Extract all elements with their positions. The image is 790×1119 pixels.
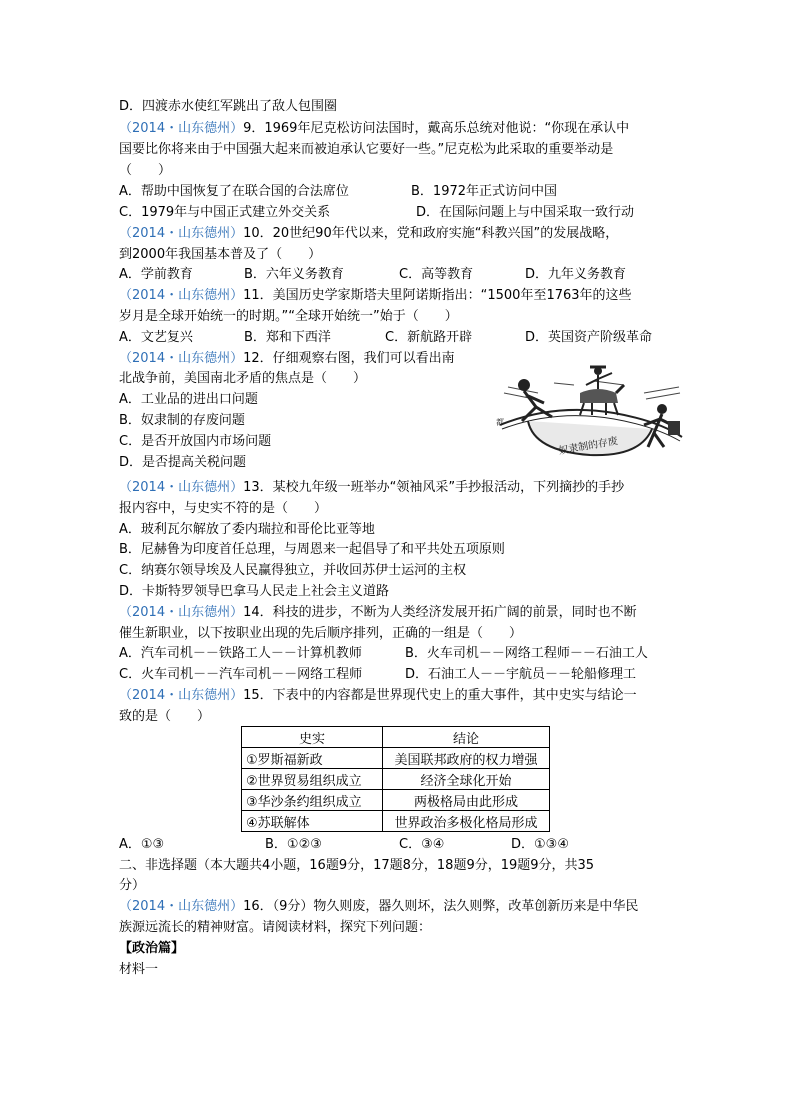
cartoon-caption: 奴隶制的存废 bbox=[557, 435, 619, 458]
table-cell-conclusion: 美国联邦政府的权力增强 bbox=[383, 748, 550, 769]
q11-line2: 岁月是全球开始统一的时期。”“全球开始统一”始于（ ） bbox=[119, 309, 458, 324]
q9-source: （2014・山东德州） bbox=[119, 121, 244, 136]
q9-line2: 国要比你将来由于中国强大起来而被迫承认它要好一些。”尼克松为此采取的重要举动是 bbox=[119, 142, 614, 157]
table-row bbox=[242, 790, 550, 811]
q9-text1: 9．1969年尼克松访问法国时，戴高乐总统对他说：“你现在承认中 bbox=[243, 121, 630, 136]
q14-source: （2014・山东德州） bbox=[119, 605, 244, 620]
q12-source: （2014・山东德州） bbox=[119, 351, 244, 366]
q10-option-c: C．高等教育 bbox=[399, 267, 474, 282]
material-one-label: 材料一 bbox=[119, 962, 159, 977]
q12-line1 bbox=[119, 350, 455, 368]
q13-line1 bbox=[119, 479, 624, 497]
q10-line1 bbox=[119, 225, 618, 243]
table-header-row bbox=[242, 727, 550, 748]
q11-option-b: B．郑和下西洋 bbox=[244, 330, 331, 345]
q11-option-c: C．新航路开辟 bbox=[385, 330, 473, 345]
table-row bbox=[242, 769, 550, 790]
table-cell-fact: ③华沙条约组织成立 bbox=[242, 790, 383, 811]
q14-line2: 催生新职业，以下按职业出现的先后顺序排列，正确的一组是（ ） bbox=[119, 626, 523, 641]
civil-war-cartoon-image bbox=[494, 363, 686, 461]
q12-text1: 12．仔细观察右图，我们可以看出南 bbox=[243, 351, 455, 366]
q14-option-d: D．石油工人－－宇航员－－轮船修理工 bbox=[405, 667, 637, 682]
q9-option-b: B．1972年正式访问中国 bbox=[411, 184, 558, 199]
q15-option-d: D．①③④ bbox=[511, 837, 569, 852]
table-cell-fact: ④苏联解体 bbox=[242, 811, 383, 832]
q9-option-d: D．在国际问题上与中国采取一致行动 bbox=[416, 205, 635, 220]
q13-option-a: A．玻利瓦尔解放了委内瑞拉和哥伦比亚等地 bbox=[119, 522, 375, 537]
q14-text1: 14．科技的进步，不断为人类经济发展开拓广阔的前景，同时也不断 bbox=[243, 605, 637, 620]
q12-option-a: A．工业品的进出口问题 bbox=[119, 392, 258, 407]
q10-option-b: B．六年义务教育 bbox=[244, 267, 344, 282]
table-cell-fact: ②世界贸易组织成立 bbox=[242, 769, 383, 790]
q10-line2: 到2000年我国基本普及了（ ） bbox=[119, 247, 322, 262]
q11-line1 bbox=[119, 287, 632, 305]
table-header-conclusion: 结论 bbox=[383, 727, 550, 748]
q10-text1: 10．20世纪90年代以来，党和政府实施“科教兴国”的发展战略， bbox=[243, 226, 619, 241]
q11-text1: 11．美国历史学家斯塔夫里阿诺斯指出：“1500年至1763年的这些 bbox=[243, 288, 632, 303]
q11-option-a: A．文艺复兴 bbox=[119, 330, 193, 345]
table-cell-conclusion: 世界政治多极化格局形成 bbox=[383, 811, 550, 832]
q15-line2: 致的是（ ） bbox=[119, 709, 211, 724]
q13-source: （2014・山东德州） bbox=[119, 480, 244, 495]
q15-table bbox=[241, 726, 550, 832]
q12-option-b: B．奴隶制的存废问题 bbox=[119, 413, 245, 428]
table-cell-fact: ①罗斯福新政 bbox=[242, 748, 383, 769]
q14-line1 bbox=[119, 604, 637, 622]
q13-option-d: D．卡斯特罗领导巴拿马人民走上社会主义道路 bbox=[119, 584, 390, 599]
q12-option-d: D．是否提高关税问题 bbox=[119, 455, 247, 470]
q16-source: （2014・山东德州） bbox=[119, 899, 244, 914]
section2-heading-cont: 分） bbox=[119, 878, 146, 893]
table-row bbox=[242, 811, 550, 832]
q12-option-c: C．是否开放国内市场问题 bbox=[119, 434, 272, 449]
q15-line1 bbox=[119, 687, 637, 705]
q8-option-d: D．四渡赤水使红军跳出了敌人包围圈 bbox=[119, 99, 338, 114]
q15-source: （2014・山东德州） bbox=[119, 688, 244, 703]
q9-option-c: C．1979年与中国正式建立外交关系 bbox=[119, 205, 331, 220]
q11-source: （2014・山东德州） bbox=[119, 288, 244, 303]
q11-option-d: D．英国资产阶级革命 bbox=[525, 330, 653, 345]
q13-text1: 13．某校九年级一班举办“领袖风采”手抄报活动，下列摘抄的手抄 bbox=[243, 480, 625, 495]
table-cell-conclusion: 两极格局由此形成 bbox=[383, 790, 550, 811]
q10-option-d: D．九年义务教育 bbox=[525, 267, 627, 282]
q14-option-c: C．火车司机－－汽车司机－－网络工程师 bbox=[119, 667, 363, 682]
table-header-fact: 史实 bbox=[242, 727, 383, 748]
q13-option-c: C．纳赛尔领导埃及人民赢得独立，并收回苏伊士运河的主权 bbox=[119, 563, 467, 578]
q9-line1 bbox=[119, 120, 629, 138]
q9-line3: （ ） bbox=[119, 163, 172, 178]
q9-option-a: A．帮助中国恢复了在联合国的合法席位 bbox=[119, 184, 349, 199]
q15-option-a: A．①③ bbox=[119, 837, 165, 852]
q15-text1: 15．下表中的内容都是世界现代史上的重大事件，其中史实与结论一 bbox=[243, 688, 637, 703]
q16-line2: 族源远流长的精神财富。请阅读材料，探究下列问题： bbox=[119, 920, 432, 935]
table-row bbox=[242, 748, 550, 769]
q15-option-c: C．③④ bbox=[399, 837, 445, 852]
q12-line2: 北战争前，美国南北矛盾的焦点是（ ） bbox=[119, 371, 367, 386]
q16-line1 bbox=[119, 898, 638, 916]
politics-section-title: 【政治篇】 bbox=[119, 941, 185, 956]
q13-option-b: B．尼赫鲁为印度首任总理，与周恩来一起倡导了和平共处五项原则 bbox=[119, 542, 505, 557]
q13-line2: 报内容中，与史实不符的是（ ） bbox=[119, 501, 328, 516]
q15-option-b: B．①②③ bbox=[265, 837, 322, 852]
table-cell-conclusion: 经济全球化开始 bbox=[383, 769, 550, 790]
section2-heading: 二、非选择题（本大题共4小题，16题9分，17题8分，18题9分，19题9分，共35 bbox=[119, 858, 595, 873]
q14-option-a: A．汽车司机－－铁路工人－－计算机教师 bbox=[119, 646, 362, 661]
q14-option-b: B．火车司机－－网络工程师－－石油工人 bbox=[405, 646, 648, 661]
q10-source: （2014・山东德州） bbox=[119, 226, 244, 241]
cartoon-corner-label: 都 bbox=[496, 418, 504, 427]
q10-option-a: A．学前教育 bbox=[119, 267, 193, 282]
q16-text1: 16．（9分）物久则废，器久则坏，法久则弊，改革创新历来是中华民 bbox=[243, 899, 639, 914]
